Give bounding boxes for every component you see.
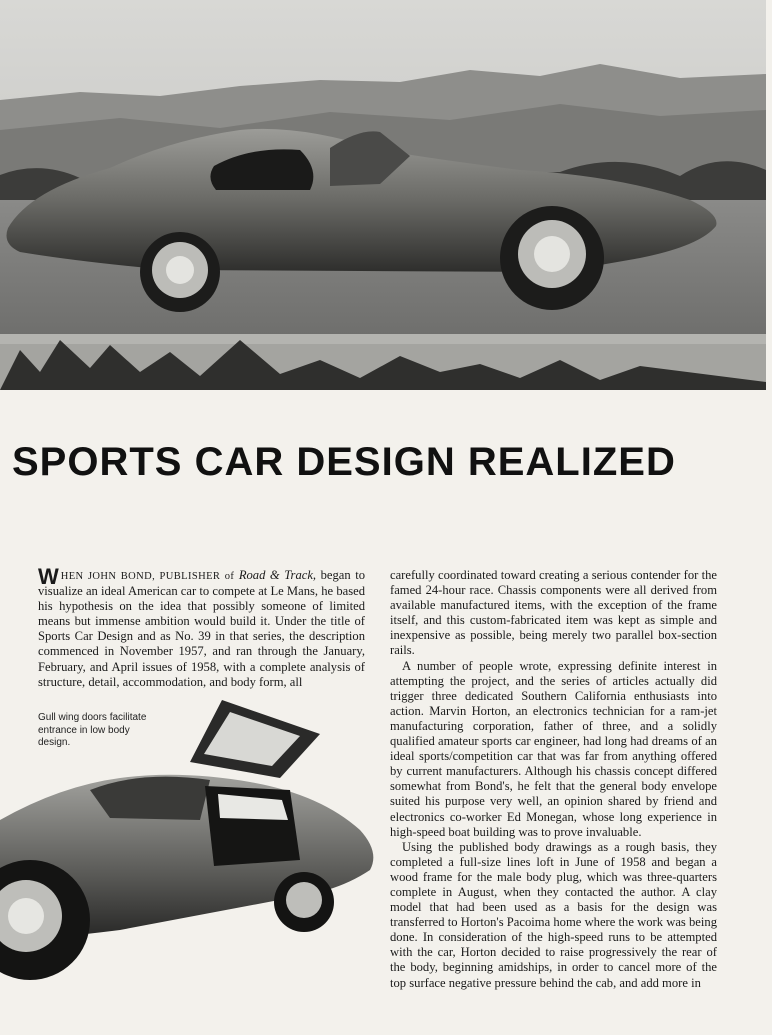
paragraph-2: A number of people wrote, expressing definite interest in attempting the project, and the series of articles actually did trigger three dedicated Southern California enthusiasts into action. Marvin Horton, an electronics technician for a ram-jet manufacturing corporation, father of three, and a solidly qualified amateur sports car engineer, had long had dreams of an ideal sports/competition car that was far from anything offered by current manufacturers. Although his chassis concept differed somewhat from Bond's, he felt that the general body envelope suited his purpose very well, an opinion shared by friend and electronics co-worker Ed Monegan, whose long experience in high-speed boat building was to prove invaluable. <box>390 658 717 839</box>
article-column-left <box>38 564 365 690</box>
gullwing-car-photo <box>0 690 385 1030</box>
opening-paragraph <box>38 564 365 690</box>
lead-smallcaps: HEN JOHN BOND, PUBLISHER of <box>60 571 235 582</box>
paragraph-1: carefully coordinated toward creating a serious contender for the famed 24-hour race. Chassis components were all derived from available manufactured items, with the exception of the frame itself, and this custom-fabricated item was kept as simple and inexpensive as possible, being merely two parallel box-section rails. <box>390 568 717 658</box>
photo-caption: Gull wing doors facilitate entrance in low body design. <box>38 712 147 748</box>
hero-car-photo <box>0 0 766 390</box>
drop-cap: W <box>38 564 59 589</box>
article-headline: SPORTS CAR DESIGN REALIZED <box>12 440 676 484</box>
paragraph-3: Using the published body drawings as a rough basis, they completed a full-size lines loft in June of 1958 and began a wood frame for the male body plug, which was three-quarters complete in August, when they contacted the author. A clay model that had been used as a basis for the design was transferred to Horton's Pacoima home where the work was being done. In consideration of the high-speed runs to be attempted with the car, Horton decided to raise progressively the rear of the body, beginning amidships, in order to cancel more of the top surface negative pressure behind the cab, and add more in <box>390 839 717 990</box>
magazine-name: Road & Track, <box>238 568 317 582</box>
article-column-right <box>390 568 717 991</box>
opening-text: began to visualize an ideal American car to compete at Le Mans, he based his hypothesis on the idea that possibly someone of limited means but immense ambition would build it. Under the title of Sports Car Design and as No. 39 in that series, the description commenced in November 1957, and ran through the January, February, and April issues of 1958, with a complete analysis of structure, detail, accommodation, and body form, all <box>38 568 365 689</box>
